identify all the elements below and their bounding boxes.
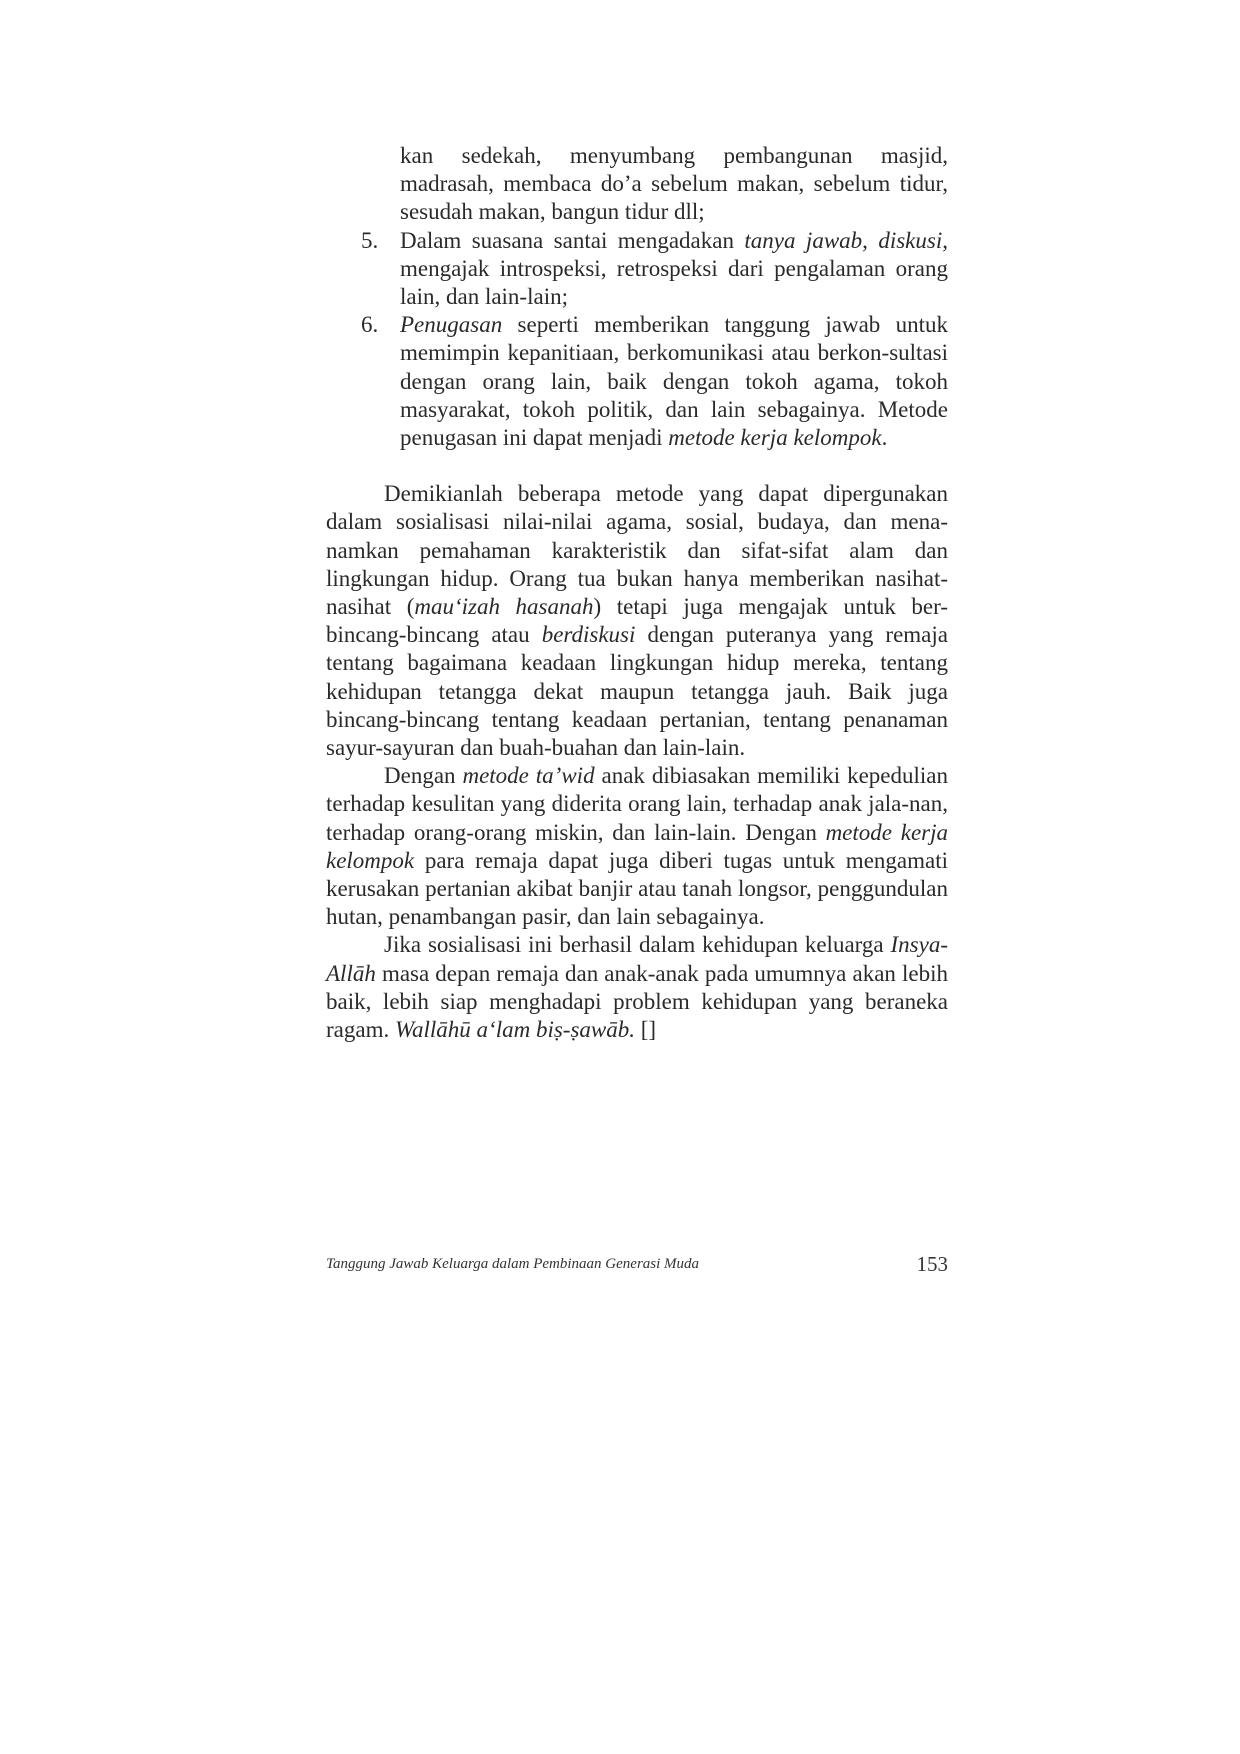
list-item-6 — [326, 311, 948, 452]
paragraph-3-text-b: masa depan remaja dan anak-anak pada umumnya akan lebih baik, lebih siap menghadapi problem kehidupan yang beraneka ragam. — [326, 960, 948, 1043]
list-item-continuation — [326, 142, 948, 227]
paragraph-1-text-a: Demikianlah beberapa metode yang dapat dipergunakan dalam sosialisasi nilai-nilai agama, sosial, budaya, dan mena-namkan pemahaman karakteristik dan sifat-sifat alam dan lingkungan hidup. Orang tua bukan hanya memberikan nasihat-nasihat ( — [326, 481, 948, 620]
paragraph-2-text-c: para remaja dapat juga diberi tugas untuk mengamati kerusakan pertanian akibat banjir atau tanah longsor, penggundulan hutan, penambangan pasir, dan lain sebagainya. — [326, 847, 948, 930]
page-footer — [326, 1252, 948, 1282]
paragraph-3-text-c: [] — [635, 1017, 657, 1043]
paragraph-2-text-a: Dengan — [384, 763, 463, 789]
paragraph-1-italic-a: mau‘izah hasanah — [414, 594, 594, 620]
list-number-5: 5. — [361, 227, 379, 253]
list-item-5 — [326, 227, 948, 312]
page-number: 153 — [916, 1252, 948, 1276]
method-list — [326, 142, 948, 452]
paragraph-1 — [326, 480, 948, 762]
paragraph-3 — [326, 931, 948, 1044]
list-item-5-text-b: , mengajak introspeksi, retrospeksi dari pengalaman orang lain, dan lain-lain; — [400, 227, 948, 310]
paragraph-1-text-b: ) tetapi juga mengajak untuk ber-bincang-bincang atau — [326, 594, 948, 648]
paragraph-3-text-a: Jika sosialisasi ini berhasil dalam kehidupan keluarga — [384, 932, 891, 958]
list-item-6-text-b: . — [881, 425, 888, 451]
paragraph-2-italic-a: metode ta’wid — [462, 763, 595, 789]
paragraph-1-italic-b: berdiskusi — [541, 622, 636, 648]
list-item-6-text-a: seperti memberikan tanggung jawab untuk memimpin kepanitiaan, berkomunikasi atau berkon-sultasi dengan orang lain, baik dengan tokoh agama, tokoh masyarakat, tokoh politik, dan lain sebagainya. Metode penugasan ini dapat menjadi — [400, 312, 948, 451]
paragraph-3-italic-b: Wallāhū a‘lam biṣ-ṣawāb. — [394, 1017, 635, 1043]
paragraph-2-text-b: anak dibiasakan memiliki kepedulian terhadap kesulitan yang diderita orang lain, terhadap anak jala-nan, terhadap orang-orang miskin, dan lain-lain. Dengan — [326, 763, 948, 845]
list-item-6-italic-b: metode kerja kelompok — [668, 425, 882, 451]
list-item-5-italic: tanya jawab, diskusi — [744, 227, 943, 253]
paragraph-2 — [326, 762, 948, 931]
paragraph-2-italic-b: metode kerja kelompok — [326, 819, 948, 873]
list-number-6: 6. — [361, 312, 379, 338]
paragraph-1-text-c: dengan puteranya yang remaja tentang bagaimana keadaan lingkungan hidup mereka, tentang kehidupan tetangga dekat maupun tetangga jauh. Baik juga bincang-bincang tentang keadaan pertanian, tentang penanaman sayur-sayuran dan buah-buahan dan lain-lain. — [326, 622, 948, 761]
page-body — [326, 142, 948, 1044]
list-item-5-text-a: Dalam suasana santai mengadakan — [400, 227, 745, 253]
running-footer-title: Tanggung Jawab Keluarga dalam Pembinaan Generasi Muda — [326, 1256, 700, 1272]
list-item-6-italic-a: Penugasan — [400, 312, 503, 338]
paragraph-gap — [326, 452, 948, 480]
list-item-4-continuation-text: kan sedekah, menyumbang pembangunan masjid, madrasah, membaca do’a sebelum makan, sebelum tidur, sesudah makan, bangun tidur dll; — [400, 143, 948, 225]
paragraph-3-italic-a: Insya-Allāh — [326, 932, 948, 986]
